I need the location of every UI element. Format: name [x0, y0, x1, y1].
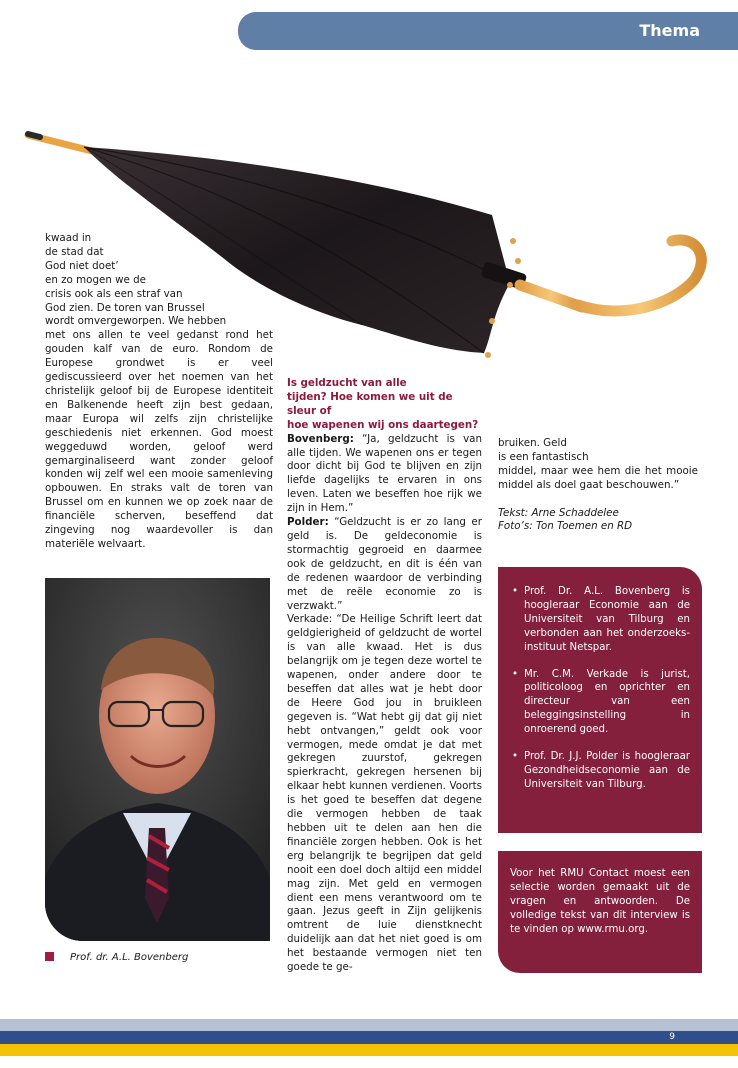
speaker-polder: Polder: — [287, 516, 329, 529]
question-line: tijden? Hoe komen we uit de sleur of — [287, 390, 453, 417]
answer-verkade: Verkade: “De Heilige Schrift leert dat geldgierigheid of geldzucht de wortel is van alle kwaad. Het is dus belangrijk om je tegen deze wortel te wapenen, onder andere door te beseffen dat alles wat je hebt door de Heere God jou in bruikleen gegeven is. “Wat hebt gij dat gij niet hebt ontvangen,” geldt ook voor vermogen, mede omdat je dat met gekregen zuurstof, gekregen spierkracht, gekregen hersenen bij elkaar hebt kunnen verdienen. Voorts is het goed te beseffen dat degene die vermogen hebben de taak hebben uit te delen aan hen die financiële zorgen hebben. Ook is het erg belangrijk te begrijpen dat geld nooit een doel doch altijd een middel mag zijn. Met geld en vermogen dient een mens verantwoord om te gaan. Jezus geeft in Zijn gelijkenis omtrent de luie dienstknecht duidelijk aan dat het niet goed is om het bestaande vermogen niet ten goede te ge- — [287, 613, 482, 974]
bio-item: • Prof. Dr. A.L. Bovenberg is hoogleraar Economie aan de Universiteit van Tilburg en verbonden aan het onderzoeks-instituut Netspar. — [512, 585, 690, 655]
text-line: is een fantastisch — [498, 450, 589, 463]
footer-band-navy — [0, 1031, 738, 1044]
page-number: 9 — [669, 1032, 675, 1042]
photo-caption — [45, 952, 188, 963]
bio-item: • Mr. C.M. Verkade is jurist, politicoloog en oprichter en directeur van een beleggingsinstelling in onroerend goed. — [512, 668, 690, 738]
text-line: God niet doet’ — [45, 259, 119, 272]
bio-box — [498, 567, 702, 833]
speaker-bovenberg: Bovenberg: — [287, 432, 354, 445]
text-line: bruiken. Geld — [498, 437, 567, 449]
bio-item: • Prof. Dr. J.J. Polder is hoogleraar Gezondheidseconomie aan de Universiteit van Tilburg. — [512, 750, 690, 792]
text-line: wordt omvergeworpen. We hebben — [45, 315, 227, 328]
note-box — [498, 851, 702, 973]
text-line: kwaad in — [45, 232, 92, 244]
caption-text: Prof. dr. A.L. Bovenberg — [70, 952, 189, 963]
body-paragraph: middel, maar wee hem die het mooie middel als doel gaat beschouwen.” — [498, 464, 698, 491]
answer-bovenberg — [287, 433, 482, 516]
answer-text: “Geldzucht is er zo lang er geld is. De geldeconomie is stormachtig gegroeid en daarmee ook de geldzucht, en dit is één van de redenen waardoor de verbinding met de reële economie zo is verzwakt.” — [287, 516, 482, 612]
text-line: en zo mogen we de — [45, 273, 147, 286]
article-column-2 — [287, 377, 482, 975]
note-text: Voor het RMU Contact moest een selectie worden gemaakt uit de vragen en antwoorden. De volledige tekst van dit interview is te vinden op www.rmu.org. — [510, 868, 690, 935]
answer-polder — [287, 516, 482, 613]
answer-text: “Ja, geldzucht is van alle tijden. We wapenen ons er tegen door dicht bij God te blijven en zijn liefde dagelijks te ervaren in ons leven. Laten we beseffen hoe rijk we zijn in Hem.” — [287, 432, 482, 515]
question-line: Is geldzucht van alle — [287, 377, 407, 389]
text-line: God zien. De toren van Brussel — [45, 301, 205, 314]
text-line: de stad dat — [45, 245, 104, 258]
footer-band-yellow — [0, 1044, 738, 1056]
portrait-photo — [45, 578, 270, 941]
portrait-illustration — [45, 578, 270, 941]
article-column-3 — [498, 437, 698, 534]
question-line: hoe wapenen wij ons daartegen? — [287, 418, 479, 431]
caption-square-marker — [45, 952, 54, 961]
article-column-1 — [45, 232, 273, 552]
credit-photos: Foto’s: Ton Toemen en RD — [498, 520, 633, 533]
section-header-tab — [238, 12, 738, 50]
text-line: crisis ook als een straf van — [45, 287, 183, 300]
credit-text: Tekst: Arne Schaddelee — [498, 506, 619, 519]
section-label: Thema — [639, 21, 700, 40]
footer-band-light — [0, 1019, 738, 1031]
body-paragraph: met ons allen te veel gedanst rond het gouden kalf van de euro. Rondom de Europese grondwet is er veel gediscussieerd over het noemen van het christelijk geloof bij de Europese identiteit en Balkenende heeft zijn best gedaan, maar Europa wil zelfs zijn christelijke geschiedenis niet erkennen. God moest weggeduwd worden, geloof werd gemarginaliseerd want zonder geloof konden wij zelf wel een mooie samenleving opbouwen. En straks valt de toren van Brussel om en kunnen we op zoek naar de financiële scherven, beseffend dat zingeving nog waardevoller is dan materiële welvaart. — [45, 329, 273, 550]
